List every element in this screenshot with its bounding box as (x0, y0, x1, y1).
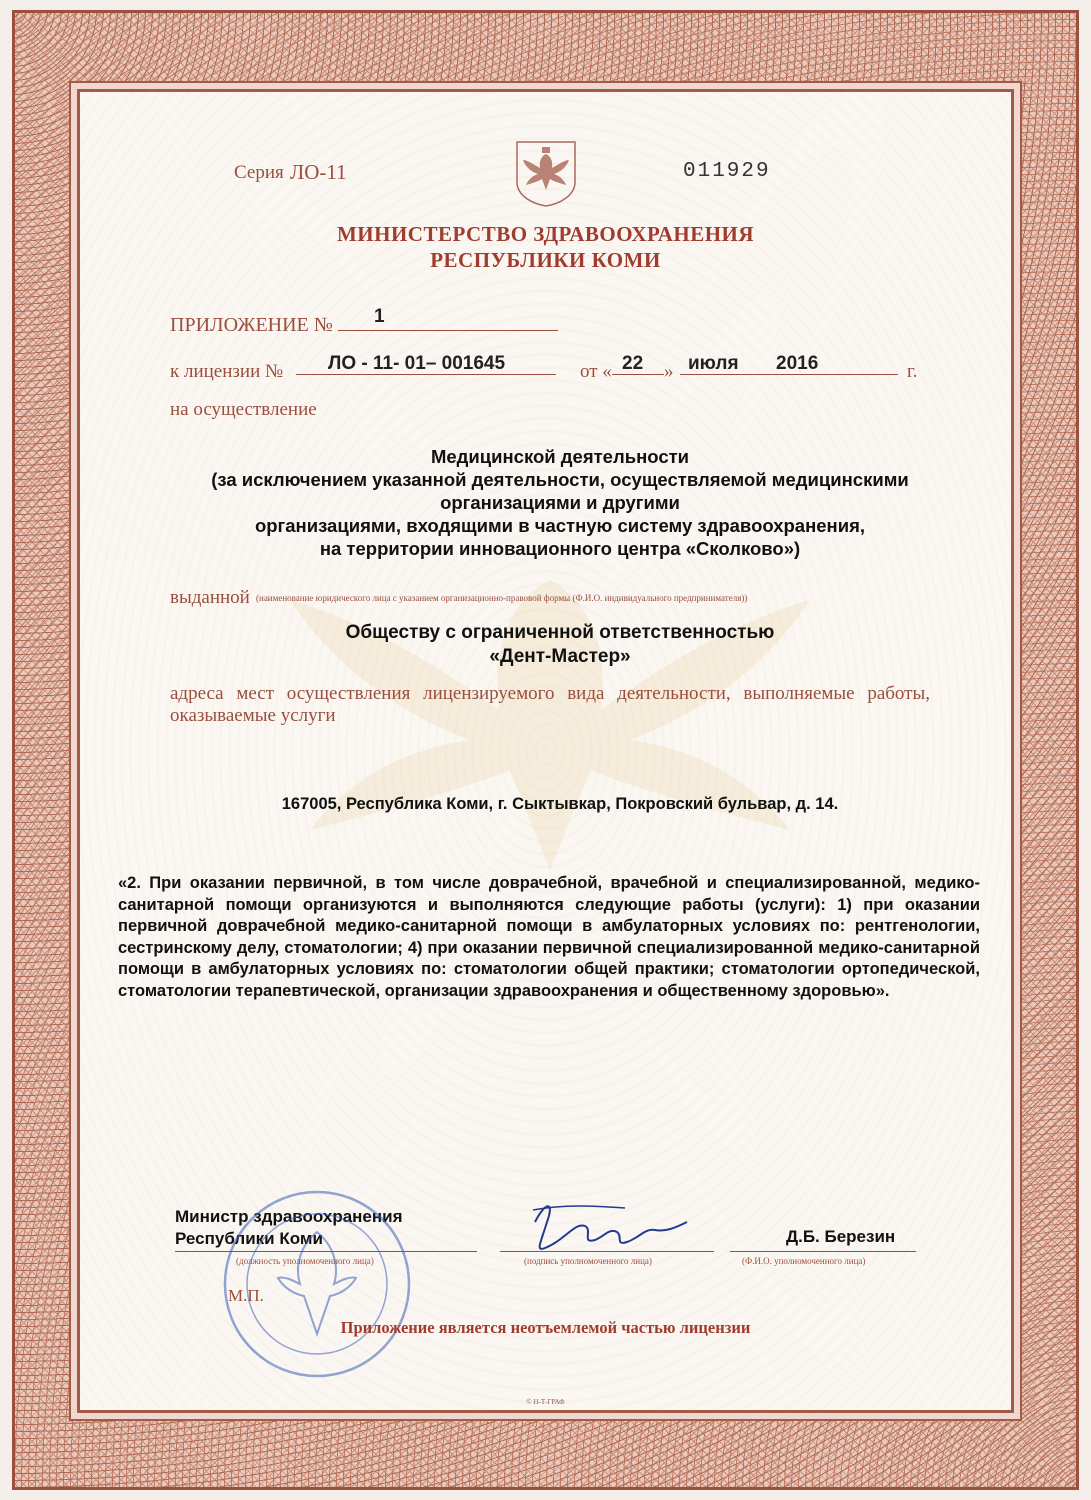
name-caption: (Ф.И.О. уполномоченного лица) (742, 1256, 866, 1266)
addresses-label: адреса мест осуществления лицензируемого вида деятельности, выполняемые работы, оказываемые услуги (170, 683, 930, 726)
licensee-line: Обществу с ограниченной ответственностью (345, 622, 775, 643)
ministry-subtitle: РЕСПУБЛИКИ КОМИ (430, 248, 661, 272)
official-stamp-icon (212, 1184, 422, 1384)
licensee-line: «Дент-Мастер» (489, 646, 631, 667)
issued-caption: (наименование юридического лица с указанием организационно-правовой формы (Ф.И.О. индивидуального предпринимателя)) (256, 593, 748, 603)
signatory-name: Д.Б. Березин (786, 1227, 896, 1246)
series-value: ЛО-11 (290, 160, 347, 184)
license-year: 2016 (776, 353, 819, 374)
printer-mark: © Н-Т-ГРАФ (526, 1398, 565, 1406)
activity-line: организациями, входящими в частную систему здравоохранения, (254, 515, 866, 536)
license-year-suffix: г. (907, 361, 918, 382)
activity-line: Медицинской деятельности (430, 446, 690, 467)
activity-line: (за исключением указанной деятельности, осуществляемой медицинскими (211, 469, 909, 490)
appendix-label: ПРИЛОЖЕНИЕ № (170, 314, 333, 336)
series-label: Серия (234, 162, 284, 183)
license-label: к лицензии № (170, 361, 284, 382)
issued-label: выданной (170, 587, 250, 608)
stamp-label: М.П. (228, 1286, 264, 1305)
activity-description (120, 445, 1000, 560)
license-day: 22 (622, 353, 644, 374)
address-line: 167005, Республика Коми, г. Сыктывкар, Покровский бульвар, д. 14. (281, 795, 839, 813)
activity-line: организациями и другими (440, 492, 680, 513)
ministry-title: МИНИСТЕРСТВО ЗДРАВООХРАНЕНИЯ (336, 222, 755, 246)
signature-underline (500, 1251, 714, 1252)
appendix-number: 1 (374, 306, 385, 327)
coat-of-arms-icon (513, 138, 579, 208)
license-number: ЛО - 11- 01– 001645 (328, 353, 506, 374)
position-line: Республики Коми (175, 1229, 323, 1248)
signature-caption: (подпись уполномоченного лица) (524, 1256, 652, 1266)
serial-number: 011929 (683, 160, 771, 183)
license-from-label: от « (580, 361, 612, 382)
licensee-name (120, 621, 1000, 669)
activity-label: на осуществление (170, 399, 317, 420)
footer-note: Приложение является неотъемлемой частью лицензии (340, 1318, 751, 1337)
license-month: июля (688, 353, 739, 374)
name-underline (730, 1251, 916, 1252)
position-caption: (должность уполномоченного лица) (236, 1256, 374, 1266)
services-paragraph: «2. При оказании первичной, в том числе доврачебной, врачебной и специализированной, медико-санитарной помощи организуются и выполняются следующие работы (услуги): 1) при оказании первичной доврачебной медико-санитарной помощи в амбулаторных условиях по: рентгенологии, сестринскому делу, стоматологии; 4) при оказании первичной специализированной медико-санитарной помощи в амбулаторных условиях по: стоматологии общей практики; стоматологии ортопедической, стоматологии терапевтической, организации здравоохранения и общественному здоровью». (118, 874, 980, 1000)
activity-line: на территории инновационного центра «Сколково») (319, 538, 801, 559)
license-day-close: » (664, 361, 674, 382)
position-line: Министр здравоохранения (175, 1207, 403, 1226)
appendix-underline (338, 330, 558, 331)
